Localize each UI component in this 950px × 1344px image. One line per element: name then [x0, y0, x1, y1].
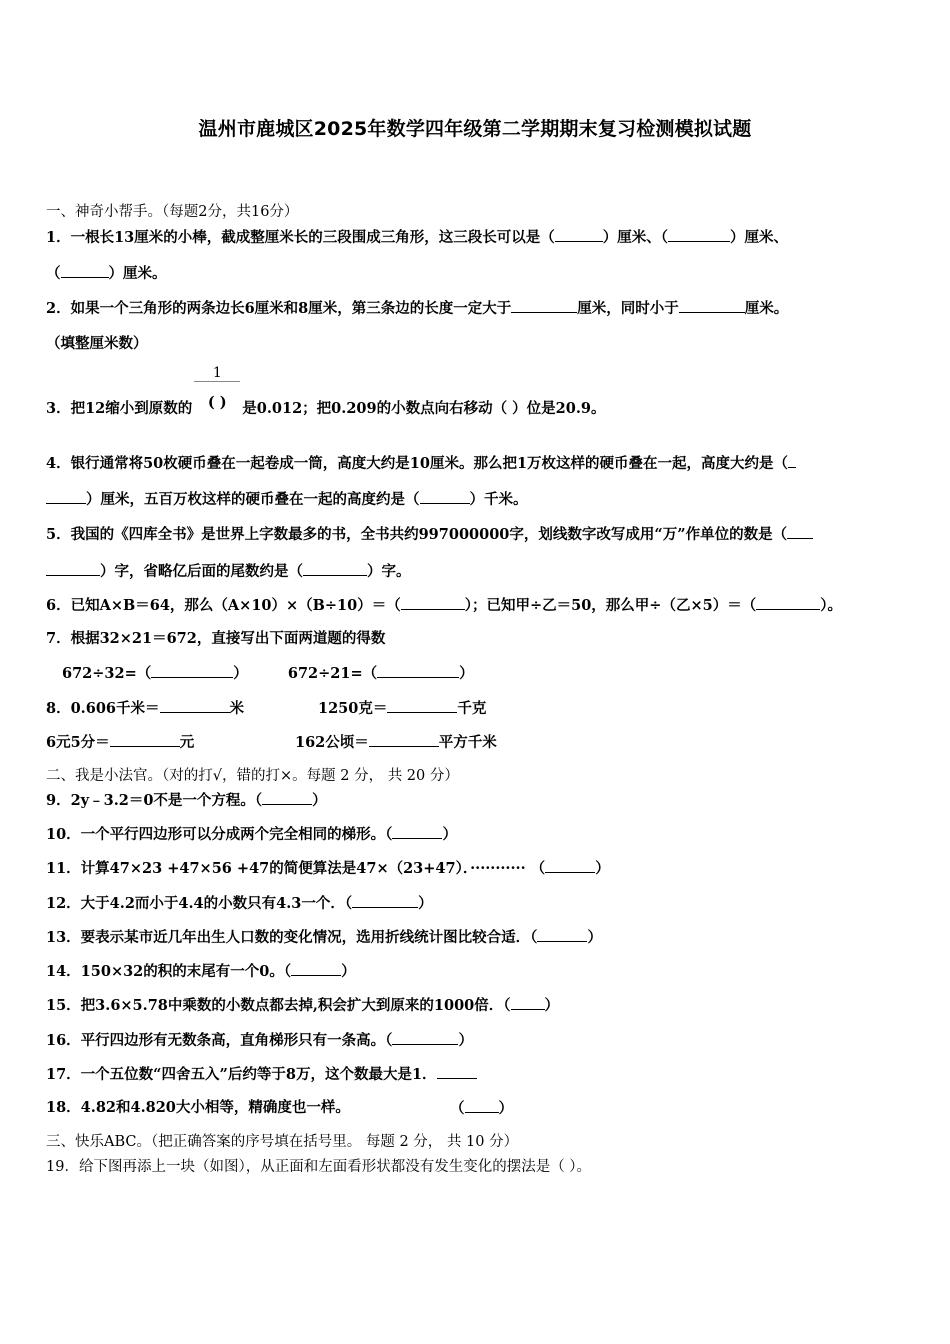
- question-18-answer: （ ）: [450, 1100, 513, 1117]
- answer-blank[interactable]: [511, 995, 545, 1010]
- question-8-row1-b: 1250克＝ 千克: [318, 700, 487, 717]
- question-15: 15．把3.6×5.78中乘数的小数点都去掉,积会扩大到原来的1000倍．（ ）: [46, 997, 560, 1014]
- answer-blank[interactable]: [756, 595, 820, 610]
- question-19: 19．给下图再添上一块（如图），从正面和左面看形状都没有发生变化的摆法是（ ）。: [46, 1159, 592, 1175]
- question-8-row2: 6元5分＝ 元: [46, 734, 195, 751]
- question-1: 1．一根长13厘米的小棒，截成整厘米长的三段围成三角形，这三段长可以是（ ）厘米、（ ）厘米、: [46, 229, 789, 246]
- question-10: 10．一个平行四边形可以分成两个完全相同的梯形。（ ）: [46, 826, 457, 843]
- question-14: 14．150×32的积的末尾有一个0。（ ）: [46, 963, 356, 980]
- answer-blank[interactable]: [303, 561, 367, 576]
- question-6: 6．已知A×B＝64，那么（A×10）×（B÷10）＝（ ）；已知甲÷乙＝50，那么甲÷（乙×5）＝（ ）。: [46, 597, 842, 614]
- section-2-header: 二、我是小法官。（对的打√，错的打×。每题 2 分， 共 20 分）: [46, 768, 459, 784]
- answer-blank[interactable]: [387, 698, 457, 713]
- question-9: 9．2y﹣3.2＝0不是一个方程。（ ）: [46, 792, 327, 809]
- answer-blank[interactable]: [679, 298, 745, 313]
- answer-blank[interactable]: [46, 561, 100, 576]
- question-18: 18．4.82和4.820大小相等，精确度也一样。: [46, 1099, 350, 1116]
- answer-blank[interactable]: [262, 790, 312, 805]
- section-1-header: 一、神奇小帮手。（每题2分，共16分）: [46, 204, 299, 220]
- answer-blank[interactable]: [420, 489, 470, 504]
- question-16: 16．平行四边形有无数条高，直角梯形只有一条高。（ ）: [46, 1032, 473, 1049]
- answer-blank[interactable]: [110, 732, 180, 747]
- answer-blank[interactable]: [787, 524, 813, 539]
- answer-blank[interactable]: [151, 663, 233, 678]
- fraction-bar: [194, 381, 240, 382]
- answer-blank[interactable]: [392, 824, 442, 839]
- question-7: 7．根据32×21＝672，直接写出下面两道题的得数: [46, 630, 386, 647]
- question-12: 12．大于4.2而小于4.4的小数只有4.3一个．（ ）: [46, 895, 433, 912]
- answer-blank[interactable]: [46, 489, 86, 504]
- fraction: [192, 365, 242, 413]
- answer-blank[interactable]: [160, 698, 230, 713]
- fraction-numerator: 1: [212, 365, 222, 381]
- answer-blank[interactable]: [61, 263, 109, 278]
- question-7-items: 672÷32=（ ） 672÷21=（ ）: [62, 665, 474, 682]
- answer-blank[interactable]: [437, 1064, 477, 1079]
- question-8-row1: 8．0.606千米＝ 米: [46, 700, 244, 717]
- page-title: 温州市鹿城区2025年数学四年级第二学期期末复习检测模拟试题: [198, 118, 752, 140]
- question-5-cont: ）字，省略亿后面的尾数约是（ ）字。: [46, 561, 411, 582]
- question-2-note: （填整厘米数）: [46, 335, 148, 352]
- answer-blank[interactable]: [377, 663, 459, 678]
- question-5: 5．我国的《四库全书》是世界上字数最多的书，全书共约997000000字，划线数字改写成用“万”作单位的数是（: [46, 524, 813, 545]
- answer-blank[interactable]: [668, 227, 730, 242]
- answer-blank[interactable]: [788, 453, 796, 468]
- question-8-row2-b: 162公顷＝ 平方千米: [295, 734, 497, 751]
- question-2: 2．如果一个三角形的两条边长6厘米和8厘米，第三条边的长度一定大于 厘米，同时小于 厘米。: [46, 300, 789, 317]
- answer-blank[interactable]: [537, 927, 587, 942]
- question-4-cont: ）厘米，五百万枚这样的硬币叠在一起的高度约是（ ）千米。: [46, 489, 528, 510]
- fraction-denominator[interactable]: ( ): [207, 394, 227, 411]
- section-3-header: 三、快乐ABC。（把正确答案的序号填在括号里。 每题 2 分， 共 10 分）: [46, 1134, 519, 1150]
- question-3: 3．把12缩小到原数的 $\frac{1}{( )}$ 是0.012；把0.209的小数点向右移动（ ）位是20.9。: [46, 365, 606, 417]
- answer-blank[interactable]: [369, 732, 439, 747]
- answer-blank[interactable]: [401, 595, 465, 610]
- question-4: 4．银行通常将50枚硬币叠在一起卷成一筒，高度大约是10厘米。那么把1万枚这样的硬币叠在一起，高度大约是（: [46, 453, 796, 474]
- question-1-cont: （ ）厘米。: [46, 265, 167, 282]
- answer-blank[interactable]: [465, 1098, 499, 1113]
- answer-blank[interactable]: [352, 893, 418, 908]
- question-17: 17．一个五位数“四舍五入”后约等于8万，这个数最大是1．: [46, 1064, 477, 1085]
- answer-blank[interactable]: [545, 858, 595, 873]
- answer-blank[interactable]: [511, 298, 577, 313]
- question-11: 11．计算47×23 +47×56 +47的简便算法是47×（23+47）．··········· （ ）: [46, 860, 610, 877]
- answer-blank[interactable]: [392, 1030, 458, 1045]
- question-13: 13．要表示某市近几年出生人口数的变化情况，选用折线统计图比较合适．（ ）: [46, 929, 602, 946]
- answer-blank[interactable]: [291, 961, 341, 976]
- answer-blank[interactable]: [555, 227, 603, 242]
